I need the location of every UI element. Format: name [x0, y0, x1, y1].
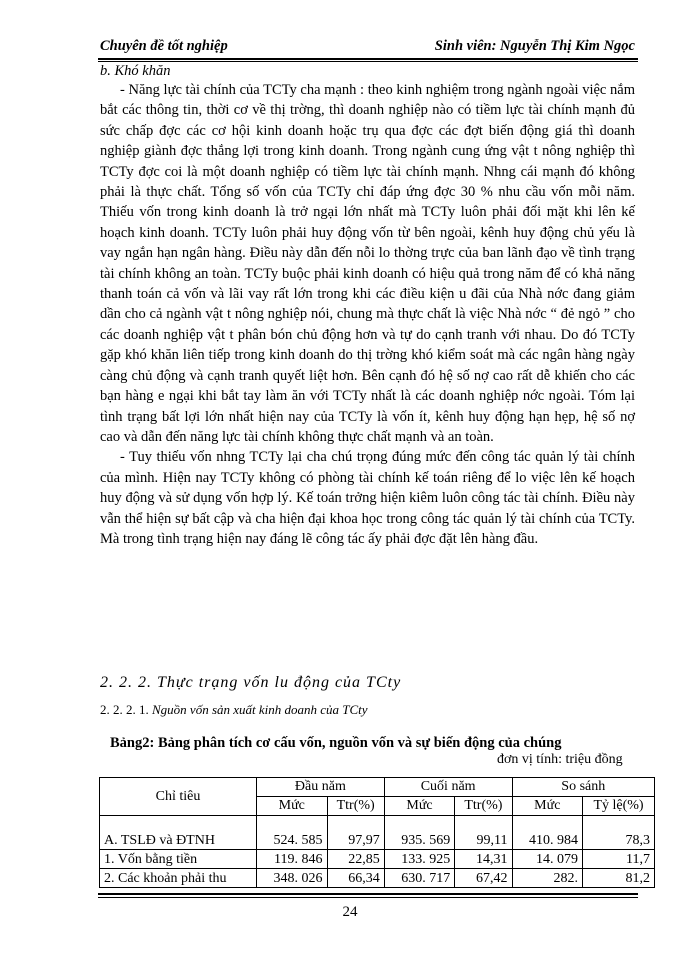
cell: 66,34	[327, 869, 384, 888]
heading-3-number: 2. 2. 2. 1.	[100, 702, 149, 717]
paragraph-2: - Tuy thiếu vốn nhng TCTy lại cha chú trọng đúng mức đến công tác quản lý tài chính của mình. Hiện nay TCTy không có phòng tài chính kế toán riêng để lo việc lên kế hoạch huy động và sử dụng vốn hợp lý. Kế toán trởng hiện kiêm luôn công tác tài chính. Điều này vẫn thể hiện sự bất cập và cha hiện đại khoa học trong công tác quản lý tài chính của TCTy. Mà trong tình trạng hiện nay đáng lẽ công tác ấy phải đợc đặt lên hàng đầu.	[100, 449, 635, 547]
page-header	[100, 38, 635, 55]
cell: 282.	[512, 869, 583, 888]
cell: 11,7	[583, 850, 655, 869]
header-dau-nam: Đầu năm	[257, 778, 385, 797]
cell: 99,11	[455, 816, 512, 850]
header-chitieu: Chỉ tiêu	[100, 778, 257, 816]
heading-2: 2. 2. 2. Thực trạng vốn lu động của TCty	[100, 674, 402, 691]
row-label: 1. Vốn bằng tiền	[100, 850, 257, 869]
paragraph-1: - Năng lực tài chính của TCTy cha mạnh : theo kinh nghiệm trong ngành ngoài việc nắm bắt các thông tin, thời cơ về thị trờng, thì doanh nghiệp nào có tiềm lực tài chính mạnh đủ sức chấp đợc các cơ hội kinh doanh hoặc trụ qua đợc các đợt biến động giá thì doanh nghiệp giành đợc thắng lợi trong kinh doanh. Trong ngành cung ứng vật t nông nghiệp thì TCTy đợc coi là một doanh nghiệp có tiềm lực tài chính mạnh. Nhng cái mạnh đó không phải là thực chất. Tổng số vốn của TCTy chỉ đáp ứng đợc 30 % nhu cầu vốn mỗi năm. Thiếu vốn trong kinh doanh là trở ngại lớn nhất mà TCTy luôn phải đối mặt khi lên kế hoạch kinh doanh. TCTy luôn phải huy động vốn từ bên ngoài, kênh huy động chủ yếu là vay ngắn hạn ngân hàng. Điều này dẫn đến nỗi lo thờng trực của ban lãnh đạo về tình trạng tài chính không an toàn. TCTy buộc phải kinh doanh có hiệu quả trong năm để có khả năng thanh toán cả vốn và lãi vay rất lớn trong khi các điều kiện u đãi của Nhà nớc đang giảm dần cho cả ngành vật t nông nghiệp nói, chung mà thực chất là việc Nhà nớc “ đẻ ngỏ ” cho các doanh nghiệp vật t phân bón chủ động hơn và tự do cạnh tranh với nhau. Do đó TCTy gặp khó khăn liên tiếp trong kinh doanh do thị trờng khó kiểm soát mà các ngân hàng ngày càng chủ động và cạnh tranh quyết liệt hơn. Bên cạnh đó hệ số nợ cao rất dễ khiến cho các bạn hàng e ngại khi bắt tay làm ăn với TCTy nhất là các doanh nghiệp nớc ngoài. Tóm lại tình trạng bất lợi lớn nhất hiện nay của TCTy là vốn ít, kênh huy động hạn hẹp, hệ số nợ cao và dẫn đến năng lực tài chính không thực chất mạnh và an toàn.	[100, 82, 635, 445]
cell: 14,31	[455, 850, 512, 869]
capital-structure-table	[99, 777, 655, 888]
header-rule-thin	[98, 61, 638, 62]
header-left: Chuyên đề tốt nghiệp	[100, 38, 228, 54]
cell: 133. 925	[384, 850, 455, 869]
cell: 14. 079	[512, 850, 583, 869]
cell: 410. 984	[512, 816, 583, 850]
row-label: 2. Các khoản phải thu	[100, 869, 257, 888]
table-title: Bảng2: Bảng phân tích cơ cấu vốn, nguồn vốn và sự biến động của chúng	[110, 735, 562, 751]
cell: 81,2	[583, 869, 655, 888]
row-label: A. TSLĐ và ĐTNH	[100, 816, 257, 850]
cell: 630. 717	[384, 869, 455, 888]
cell: 119. 846	[257, 850, 328, 869]
header-so-sanh: So sánh	[512, 778, 654, 797]
section-b-title: b. Khó khăn	[100, 63, 171, 79]
subheader: Ttr(%)	[455, 797, 512, 816]
header-right: Sinh viên: Nguyễn Thị Kim Ngọc	[434, 38, 635, 54]
header-rule	[98, 58, 638, 60]
subheader: Ttr(%)	[327, 797, 384, 816]
heading-3-text: Nguồn vốn sản xuất kinh doanh của TCty	[152, 702, 368, 717]
cell: 524. 585	[257, 816, 328, 850]
header-cuoi-nam: Cuối năm	[384, 778, 512, 797]
subheader: Mức	[384, 797, 455, 816]
cell: 78,3	[583, 816, 655, 850]
footer-rule-thin	[98, 897, 638, 898]
table-row	[100, 816, 655, 850]
subheader: Mức	[257, 797, 328, 816]
page-number: 24	[342, 904, 358, 920]
cell: 97,97	[327, 816, 384, 850]
table-row	[100, 850, 655, 869]
body-text	[100, 80, 635, 549]
table-unit: đơn vị tính: triệu đồng	[497, 752, 623, 767]
cell: 67,42	[455, 869, 512, 888]
cell: 22,85	[327, 850, 384, 869]
footer-rule	[98, 893, 638, 895]
heading-3	[100, 702, 368, 718]
subheader: Tỷ lệ(%)	[583, 797, 655, 816]
subheader: Mức	[512, 797, 583, 816]
cell: 348. 026	[257, 869, 328, 888]
cell: 935. 569	[384, 816, 455, 850]
table-row	[100, 869, 655, 888]
